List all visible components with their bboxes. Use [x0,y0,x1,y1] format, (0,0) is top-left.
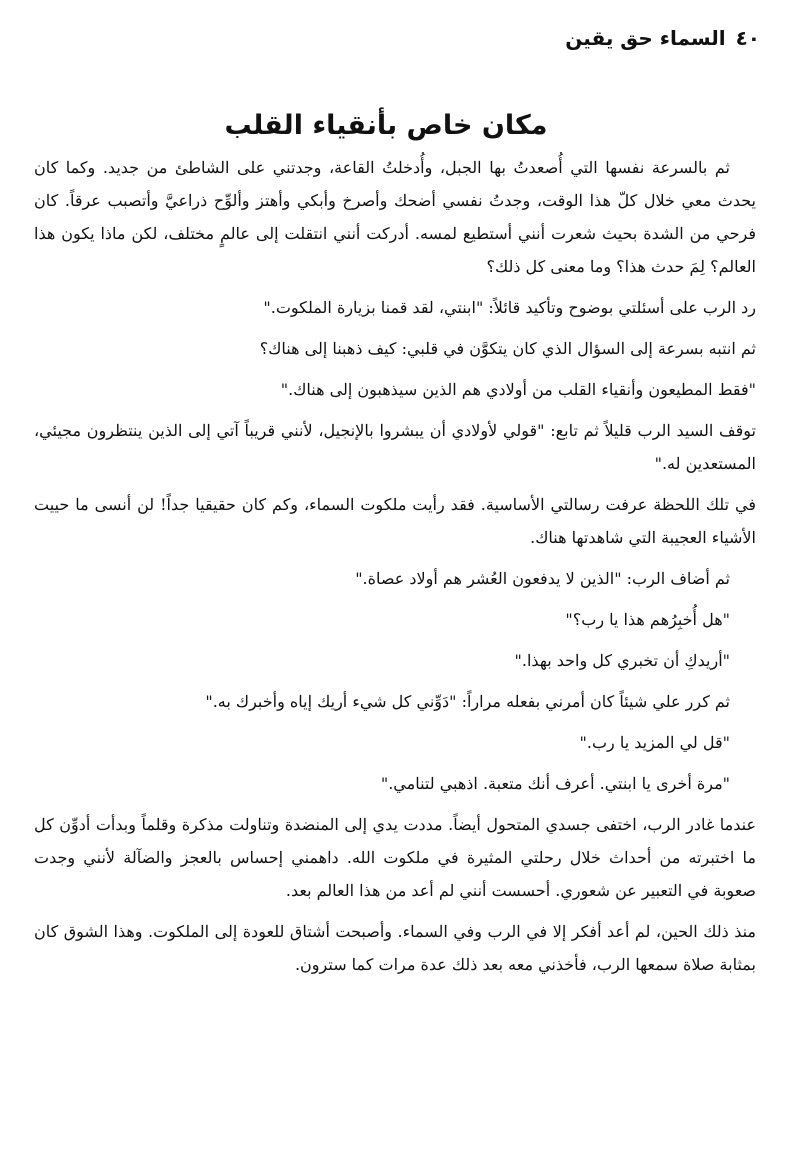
running-title: السماء حق يقين [565,26,726,50]
paragraph-2: رد الرب على أسئلتي بوضوح وتأكيد قائلاً: "ابنتي، لقد قمنا بزيارة الملكوت." [263,298,756,317]
paragraph-5: توقف السيد الرب قليلاً ثم تابع: "قولي لأولادي أن يبشروا بالإنجيل، لأنني قريباً آتي إلى الذين ينتظرون مجيئي، المستعدين له." [34,421,756,473]
body-text [34,151,756,981]
running-header [34,26,760,66]
paragraph-13: عندما غادر الرب، اختفى جسدي المتحول أيضاً. مددت يدي إلى المنضدة وتناولت مذكرة وقلماً وبدأت أدوِّن كل ما اختبرته من أحداث خلال رحلتي المثيرة في ملكوت الله. داهمني إحساس بالعجز والضآلة لأنني وجدت صعوبة في التعبير عن شعوري. أحسست أنني لم أعد من هذا العالم بعد. [34,815,756,900]
page-number: ٤٠ [735,26,760,50]
chapter-title: مكان خاص بأنقياء القلب [224,110,548,141]
paragraph-1: ثم بالسرعة نفسها التي أُصعدتُ بها الجبل، وأُدخلتُ القاعة، وجدتني على الشاطئ من جديد. وكما كان يحدث معي خلال كلّ هذا الوقت، وجدتُ نفسي أضحك وأصرخ وأبكي وأهتز وألوِّح ذراعيَّ وأتصبب عرقاً. كان فرحي من الشدة بحيث شعرت أنني أستطيع لمسه. أدركت أنني انتقلت إلى عالمٍ مختلف، لكن ماذا يكون هذا العالم؟ لِمَ حدث هذا؟ وما معنى كل ذلك؟ [34,158,756,276]
paragraph-3: ثم انتبه بسرعة إلى السؤال الذي كان يتكوَّن في قلبي: كيف ذهبنا إلى هناك؟ [259,339,756,358]
paragraph-6: في تلك اللحظة عرفت رسالتي الأساسية. فقد رأيت ملكوت السماء، وكم كان حقيقيا جداً! لن أنسى ما حييت الأشياء العجيبة التي شاهدتها هناك. [34,495,756,547]
paragraph-12: "مرة أخرى يا ابنتي. أعرف أنك متعبة. اذهبي لتنامي." [380,774,730,793]
paragraph-7: ثم أضاف الرب: "الذين لا يدفعون العُشر هم أولاد عصاة." [355,569,730,588]
paragraph-14: منذ ذلك الحين، لم أعد أفكر إلا في الرب وفي السماء. وأصبحت أشتاق للعودة إلى الملكوت. وهذا الشوق كان بمثابة صلاة سمعها الرب، فأخذني معه بعد ذلك عدة مرات كما سترون. [34,922,756,974]
paragraph-10: ثم كرر علي شيئاً كان أمرني بفعله مراراً: "دَوِّني كل شيء أريك إياه وأخبرك به." [205,692,730,711]
paragraph-9: "أريدكِ أن تخبري كل واحد بهذا." [514,651,730,670]
paragraph-11: "قل لي المزيد يا رب." [579,733,730,752]
paragraph-8: "هل أُخبِرُهم هذا يا رب؟" [565,610,730,629]
paragraph-4: "فقط المطيعون وأنقياء القلب من أولادي هم الذين سيذهبون إلى هناك." [280,380,756,399]
